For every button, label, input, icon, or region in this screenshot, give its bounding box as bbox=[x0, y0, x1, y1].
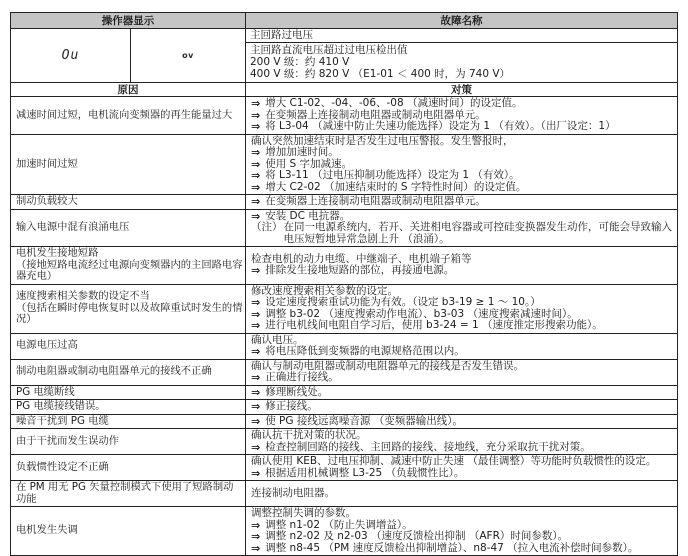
operator-display-cell bbox=[11, 29, 246, 82]
fault-description bbox=[246, 43, 677, 82]
measure-line bbox=[251, 401, 674, 413]
measure-text: 调整控制失调的参数。 bbox=[251, 507, 356, 519]
fault-detail-cell bbox=[246, 29, 677, 82]
double-arrow-icon: ⇒ bbox=[251, 345, 261, 358]
double-arrow-icon: ⇒ bbox=[251, 307, 261, 321]
measure-text: 调整 n8-45 （PM 速度反馈检出抑制增益）、n8-47 （拉入电流补偿时间参数）。 bbox=[265, 541, 639, 554]
cause-cell bbox=[11, 455, 246, 480]
table-row bbox=[11, 210, 677, 248]
measure-line bbox=[251, 372, 674, 384]
countermeasure-cell bbox=[246, 285, 677, 333]
double-arrow-icon: ⇒ bbox=[251, 296, 261, 309]
table-row bbox=[11, 195, 677, 210]
double-arrow-icon: ⇒ bbox=[251, 319, 261, 332]
measure-line bbox=[251, 416, 674, 428]
cause-text: 制动负载较大 bbox=[16, 195, 78, 207]
measure-line bbox=[251, 121, 674, 133]
measure-text: 在变频器上连接制动电阻器或制动电阻器单元。 bbox=[265, 195, 486, 207]
table-row bbox=[11, 415, 677, 430]
measure-line bbox=[251, 265, 674, 277]
measure-line bbox=[251, 147, 674, 159]
measure-text: 使 PG 接线远离噪音源 （变频器输出线）。 bbox=[265, 414, 463, 427]
cause-cell bbox=[11, 507, 246, 555]
measure-text: 确认突然加速结束时是否发生过电压警报。发生警报时， bbox=[251, 134, 514, 147]
measure-text: 在变频器上连接制动电阻器或制动电阻器单元。 bbox=[265, 108, 486, 121]
cause-measure-rows bbox=[11, 97, 677, 555]
table-row bbox=[11, 135, 677, 196]
cause-text: 速度搜索相关参数的设定不当 bbox=[16, 290, 150, 303]
countermeasure-cell bbox=[246, 507, 677, 555]
measure-line bbox=[251, 170, 674, 182]
measure-text: 确认抗干扰对策的状况。 bbox=[251, 429, 367, 441]
measure-line bbox=[251, 196, 674, 208]
countermeasure-cell bbox=[246, 455, 677, 480]
countermeasure-cell bbox=[246, 247, 677, 284]
measure-text: 检查电机的动力电缆、中继端子、电机端子箱等 bbox=[251, 252, 472, 265]
measure-line bbox=[251, 387, 674, 399]
measure-text: 修理断线处。 bbox=[265, 385, 329, 398]
table-row bbox=[11, 481, 677, 507]
double-arrow-icon: ⇒ bbox=[251, 518, 261, 532]
table-row bbox=[11, 360, 677, 386]
table-row bbox=[11, 386, 677, 401]
measure-text: 修正接线。 bbox=[265, 400, 318, 412]
measure-text: 排除发生接地短路的部位，再接通电源。 bbox=[265, 264, 455, 277]
measure-line bbox=[251, 430, 674, 442]
fault-description-line: 400 V 级：约 820 V （E1-01 ＜ 400 时，为 740 V） bbox=[250, 68, 511, 80]
measure-text: 设定速度搜索重试功能为有效。（设定 b3-19 ≥ 1 ～ 10。） bbox=[265, 296, 541, 308]
measure-text: 使用 S 字加减速。 bbox=[265, 157, 353, 170]
fault-description-line: 主回路直流电压超过过电压检出值 bbox=[250, 44, 408, 56]
cause-text: 电机发生接地短路 bbox=[16, 247, 99, 259]
cause-cell bbox=[11, 386, 246, 400]
measure-text: 增大 C1-02、-04、-06、-08 （减速时间）的设定值。 bbox=[265, 97, 523, 109]
countermeasure-cell bbox=[246, 400, 677, 414]
table-row bbox=[11, 455, 677, 481]
double-arrow-icon: ⇒ bbox=[251, 541, 261, 555]
double-arrow-icon: ⇒ bbox=[251, 169, 261, 182]
double-arrow-icon: ⇒ bbox=[251, 385, 261, 399]
measure-text: 调整 n2-02 及 n2-03 （速度反馈检出抑制 （AFR）时间参数）。 bbox=[265, 530, 569, 542]
countermeasure-cell bbox=[246, 195, 677, 209]
double-arrow-icon: ⇒ bbox=[251, 195, 261, 208]
measure-line bbox=[251, 297, 674, 309]
table-row bbox=[11, 247, 677, 285]
cause-text: （包括在瞬时停电恢复时以及故障重试时发生的情况） bbox=[16, 301, 243, 326]
measure-text: 增加加速时间。 bbox=[265, 146, 339, 158]
measure-text: 进行电机线间电阻自学习后，使用 b3-24 = 1 （速度推定形搜索功能）。 bbox=[265, 319, 603, 331]
measure-text: 确认使用 KEB、过电压抑制、减速中防止失速 （最佳调整）等功能时负载惯性的设定。 bbox=[251, 455, 657, 467]
double-arrow-icon: ⇒ bbox=[251, 400, 261, 413]
cause-text: PG 电缆接线错误。 bbox=[16, 400, 106, 412]
measure-text: 根据适用机械调整 L3-25 （负载惯性比）。 bbox=[265, 466, 465, 479]
fault-table bbox=[10, 12, 678, 556]
measure-text: 确认与制动电阻器或制动电阻器单元的接线是否发生错误。 bbox=[251, 359, 524, 372]
double-arrow-icon: ⇒ bbox=[251, 466, 261, 480]
cause-cell bbox=[11, 429, 246, 454]
double-arrow-icon: ⇒ bbox=[251, 146, 261, 159]
table-row bbox=[11, 400, 677, 415]
countermeasure-cell bbox=[246, 429, 677, 454]
measure-line bbox=[251, 182, 674, 194]
double-arrow-icon: ⇒ bbox=[251, 120, 261, 133]
measure-text: 在同一电源系统内，若开、关进相电容器或可控硅变换器发生动作，可能会导致输入电压短暂地异常急剧上升 （浪涌）。 bbox=[283, 221, 672, 245]
cause-cell bbox=[11, 135, 246, 195]
measure-text: 调整 n1-02 （防止失调增益）。 bbox=[265, 518, 413, 531]
cause-cell bbox=[11, 334, 246, 359]
cause-text: 由于干扰而发生误动作 bbox=[16, 434, 119, 447]
double-arrow-icon: ⇒ bbox=[251, 157, 261, 171]
cause-cell bbox=[11, 360, 246, 385]
double-arrow-icon: ⇒ bbox=[251, 97, 261, 110]
measure-text: 增大 C2-02 （加速结束时的 S 字特性时间）的设定值。 bbox=[265, 180, 527, 193]
cause-cell bbox=[11, 285, 246, 333]
double-arrow-icon: ⇒ bbox=[251, 440, 261, 454]
measure-line bbox=[251, 468, 674, 480]
fault-description-line: 200 V 级：约 410 V bbox=[250, 56, 350, 68]
measure-line bbox=[251, 98, 674, 110]
cause-text: （接地短路电流经过电源向变频器内的主回路电容器充电） bbox=[16, 258, 243, 282]
countermeasure-cell bbox=[246, 360, 677, 385]
countermeasure-cell bbox=[246, 135, 677, 195]
measure-line bbox=[251, 456, 674, 468]
countermeasure-header: 对策 bbox=[451, 84, 472, 96]
cause-text: 输入电源中混有浪涌电压 bbox=[16, 221, 130, 233]
countermeasure-cell bbox=[246, 334, 677, 359]
double-arrow-icon: ⇒ bbox=[251, 530, 261, 543]
measure-text: 检查控制回路的接线、主回路的接线、接地线，充分采取抗干扰对策。 bbox=[265, 440, 591, 453]
double-arrow-icon: ⇒ bbox=[251, 108, 261, 122]
countermeasure-cell bbox=[246, 386, 677, 400]
cause-cell bbox=[11, 481, 246, 506]
measure-line bbox=[251, 442, 674, 454]
table-row bbox=[11, 507, 677, 555]
measure-line bbox=[251, 346, 674, 358]
countermeasure-cell bbox=[246, 481, 677, 506]
measure-text: 正确进行接线。 bbox=[265, 371, 339, 383]
fault-code-display: Ou bbox=[11, 29, 131, 82]
double-arrow-icon: ⇒ bbox=[251, 209, 261, 223]
measure-text: 调整 b3-02 （速度搜索动作电流）、b3-03 （速度搜索减速时间）。 bbox=[265, 307, 578, 320]
table-row bbox=[11, 285, 677, 334]
measure-line bbox=[251, 320, 674, 332]
table-header-row bbox=[11, 13, 677, 29]
measure-line bbox=[251, 488, 674, 500]
cause-cell bbox=[11, 400, 246, 414]
cause-measure-header-row bbox=[11, 83, 677, 97]
cause-text: 在 PM 用无 PG 矢量控制模式下使用了短路制动功能 bbox=[16, 481, 234, 505]
fault-row bbox=[11, 29, 677, 83]
fault-code-led: ov bbox=[182, 51, 194, 60]
countermeasure-cell bbox=[246, 210, 677, 247]
fault-name: 主回路过电压 bbox=[246, 29, 677, 43]
cause-cell bbox=[11, 195, 246, 209]
measure-text: 将电压降低到变频器的电源规格范围以内。 bbox=[265, 345, 465, 357]
cause-text: PG 电缆断线 bbox=[16, 385, 75, 398]
cause-cell bbox=[11, 415, 246, 429]
cause-text: 减速时间过短，电机流向变频器的再生能量过大 bbox=[16, 108, 233, 121]
measure-line bbox=[251, 222, 674, 245]
cause-cell bbox=[11, 247, 246, 284]
cause-text: 加速时间过短 bbox=[16, 157, 78, 170]
measure-text: 确认电压。 bbox=[251, 333, 304, 346]
note-prefix: （注） bbox=[251, 221, 283, 233]
cause-header: 原因 bbox=[11, 83, 246, 96]
cause-text: 制动电阻器或制动电阻器单元的接线不正确 bbox=[16, 365, 212, 378]
measure-text: 连接制动电阻器。 bbox=[251, 486, 335, 499]
measure-line bbox=[251, 531, 674, 543]
cause-text: 电源电压过高 bbox=[16, 339, 78, 352]
table-row bbox=[11, 97, 677, 135]
double-arrow-icon: ⇒ bbox=[251, 264, 261, 278]
measure-text: 将 L3-11 （过电压抑制功能选择）设定为 1 （有效）。 bbox=[265, 169, 520, 181]
double-arrow-icon: ⇒ bbox=[251, 371, 261, 384]
cause-cell bbox=[11, 97, 246, 134]
measure-line bbox=[251, 543, 674, 555]
table-row bbox=[11, 429, 677, 455]
cause-text: 电机发生失调 bbox=[16, 524, 78, 537]
measure-line bbox=[251, 508, 674, 520]
cause-text: 负载惯性设定不正确 bbox=[16, 460, 109, 473]
countermeasure-cell bbox=[246, 415, 677, 429]
countermeasure-cell bbox=[246, 97, 677, 134]
table-row bbox=[11, 334, 677, 360]
double-arrow-icon: ⇒ bbox=[251, 180, 261, 194]
measure-text: 将 L3-04 （减速中防止失速功能选择）设定为 1 （有效）。（出厂设定：1） bbox=[265, 120, 616, 132]
measure-text: 安装 DC 电抗器。 bbox=[265, 209, 351, 222]
operator-display-header: 操作器显示 bbox=[11, 13, 246, 28]
cause-text: 噪音干扰到 PG 电缆 bbox=[16, 414, 109, 427]
fault-name-header: 故障名称 bbox=[440, 15, 483, 27]
measure-text: 修改速度搜索相关参数的设定。 bbox=[251, 284, 398, 297]
cause-cell bbox=[11, 210, 246, 247]
double-arrow-icon: ⇒ bbox=[251, 414, 261, 428]
